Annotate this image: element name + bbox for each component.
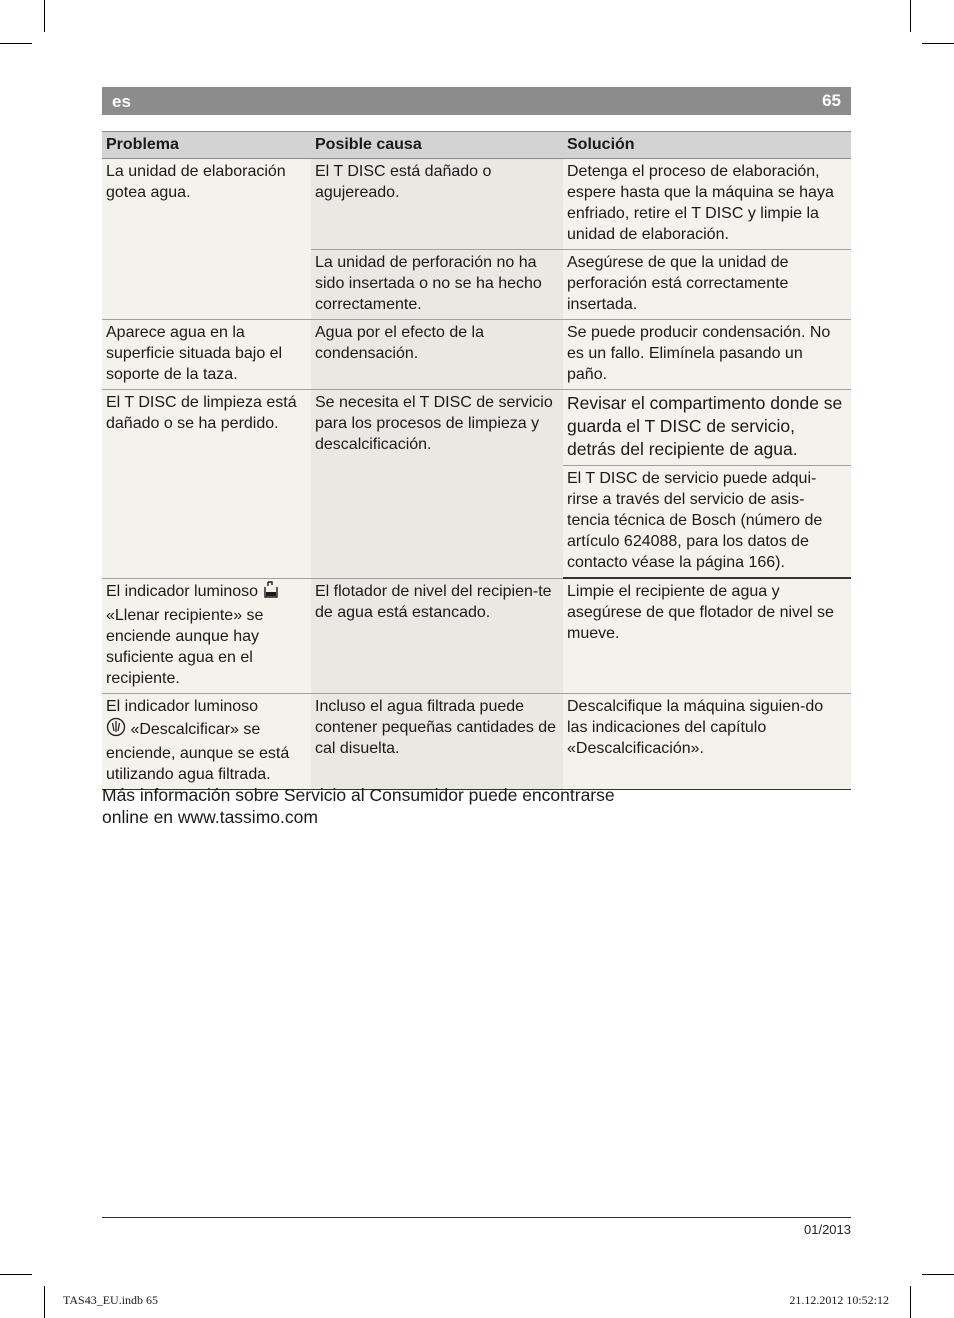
table-header-row xyxy=(102,132,851,159)
problem-cell xyxy=(102,578,311,693)
troubleshooting-table xyxy=(102,131,851,790)
table-row xyxy=(102,320,851,390)
problem-text: «Descalcificar» se enciende, aunque se está utilizando agua filtrada. xyxy=(106,720,290,783)
crop-mark xyxy=(0,1274,32,1275)
solution-cell: El T DISC de servicio puede adqui-rirse a través del servicio de asis-tencia técnica de Bosch (número de artículo 624088, para los datos de contacto véase la página 166). xyxy=(563,466,851,579)
problem-cell xyxy=(102,693,311,789)
problem-text-prefix: El indicador luminoso xyxy=(106,697,259,715)
cause-cell: La unidad de perforación no ha sido insertada o no se ha hecho correctamente. xyxy=(311,250,563,320)
cause-cell: Incluso el agua filtrada puede contener pequeñas cantidades de cal disuelta. xyxy=(311,693,563,789)
page-header xyxy=(102,87,851,115)
water-tank-fill-icon xyxy=(263,581,279,605)
problem-cell: La unidad de elaboración gotea agua. xyxy=(102,159,311,320)
table-row xyxy=(102,159,851,250)
crop-mark xyxy=(910,1286,911,1318)
print-slug-timestamp: 21.12.2012 10:52:12 xyxy=(789,1293,889,1307)
column-header-problem: Problema xyxy=(102,132,311,159)
column-header-solution: Solución xyxy=(563,132,851,159)
crop-mark xyxy=(44,1286,45,1318)
cause-cell: Se necesita el T DISC de servicio para los procesos de limpieza y descalcificación. xyxy=(311,390,563,579)
table-row xyxy=(102,578,851,693)
cause-cell: El flotador de nivel del recipien-te de agua está estancado. xyxy=(311,578,563,693)
problem-text: «Llenar recipiente» se enciende aunque hay suficiente agua en el recipiente. xyxy=(106,606,264,687)
solution-cell: Se puede producir condensación. No es un fallo. Elimínela pasando un paño. xyxy=(563,320,851,390)
table-row xyxy=(102,693,851,789)
solution-cell: Limpie el recipiente de agua y asegúrese de que flotador de nivel se mueve. xyxy=(563,578,851,693)
column-header-cause: Posible causa xyxy=(311,132,563,159)
crop-mark xyxy=(0,43,32,44)
more-info-paragraph xyxy=(102,784,615,828)
solution-cell: Detenga el proceso de elaboración, espere hasta que la máquina se haya enfriado, retire el T DISC y limpie la unidad de elaboración. xyxy=(563,159,851,250)
solution-cell: Revisar el compartimento donde se guarda el T DISC de servicio, detrás del recipiente de agua. xyxy=(563,390,851,466)
descale-icon xyxy=(106,717,126,743)
more-info-line: online en www.tassimo.com xyxy=(102,807,318,827)
problem-cell: El T DISC de limpieza está dañado o se ha perdido. xyxy=(102,390,311,579)
problem-text-prefix: El indicador luminoso xyxy=(106,582,259,600)
solution-cell: Descalcifique la máquina siguien-do las indicaciones del capítulo «Descalcificación». xyxy=(563,693,851,789)
language-code: es xyxy=(112,92,131,111)
more-info-line: Más información sobre Servicio al Consumidor puede encontrarse xyxy=(102,785,615,805)
solution-cell: Asegúrese de que la unidad de perforación está correctamente insertada. xyxy=(563,250,851,320)
footer-date: 01/2013 xyxy=(804,1222,851,1237)
crop-mark xyxy=(922,1274,954,1275)
problem-cell: Aparece agua en la superficie situada bajo el soporte de la taza. xyxy=(102,320,311,390)
cause-cell: El T DISC está dañado o agujereado. xyxy=(311,159,563,250)
crop-mark xyxy=(44,0,45,32)
print-slug-file: TAS43_EU.indb 65 xyxy=(63,1293,159,1307)
page-number: 65 xyxy=(822,91,841,110)
table-row xyxy=(102,390,851,466)
crop-mark xyxy=(922,43,954,44)
cause-cell: Agua por el efecto de la condensación. xyxy=(311,320,563,390)
footer-rule xyxy=(102,1217,851,1218)
crop-mark xyxy=(910,0,911,32)
